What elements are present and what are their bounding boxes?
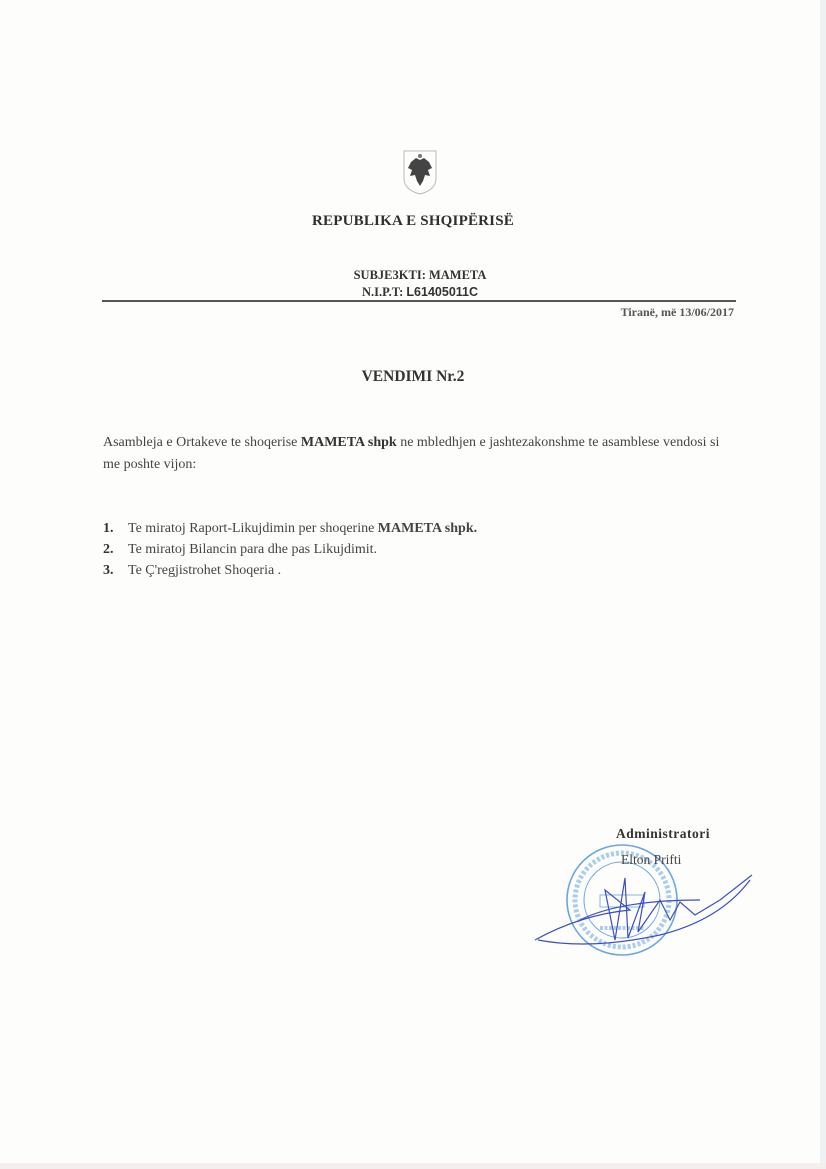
list-item [103, 560, 477, 581]
document-title: VENDIMI Nr.2 [361, 368, 465, 385]
nipt-value: L61405011C [406, 285, 479, 299]
item-text: Te miratoj Bilancin para dhe pas Likujdimit. [128, 542, 378, 557]
nipt-label: N.I.P.T: [361, 285, 404, 299]
item-number: 1. [103, 521, 114, 536]
item-bold: MAMETA shpk. [377, 521, 478, 536]
item-text: Te Ç'regjistrohet Shoqeria . [128, 563, 282, 578]
signatory-name: Elton Prifti [621, 852, 682, 867]
list-item [103, 539, 477, 560]
scan-edge [0, 1163, 826, 1169]
coat-of-arms-icon [401, 148, 439, 196]
subject-label: SUBJE3KTI: MAMETA [353, 268, 487, 282]
item-text: Te miratoj Raport-Likujdimin per shoqerine [128, 521, 378, 536]
header-divider [102, 300, 736, 302]
item-number: 2. [103, 542, 114, 557]
para-text: ne mbledhjen e jashtezakonshme te asamblese vendosi si me poshte vijon: [103, 435, 720, 472]
signatory-role: Administratori [616, 826, 710, 841]
subject-block [0, 267, 826, 301]
list-item [103, 518, 477, 539]
item-number: 3. [103, 563, 114, 578]
decision-list [103, 518, 477, 581]
company-name: MAMETA shpk [300, 435, 397, 450]
country-heading: REPUBLIKA E SHQIPËRISË [312, 213, 514, 229]
nipt-line [0, 284, 826, 301]
para-text: Asambleja e Ortakeve te shoqerise [103, 435, 301, 450]
intro-paragraph [103, 432, 733, 476]
document-date: Tiranë, më 13/06/2017 [620, 305, 734, 319]
scan-edge [820, 0, 826, 1169]
